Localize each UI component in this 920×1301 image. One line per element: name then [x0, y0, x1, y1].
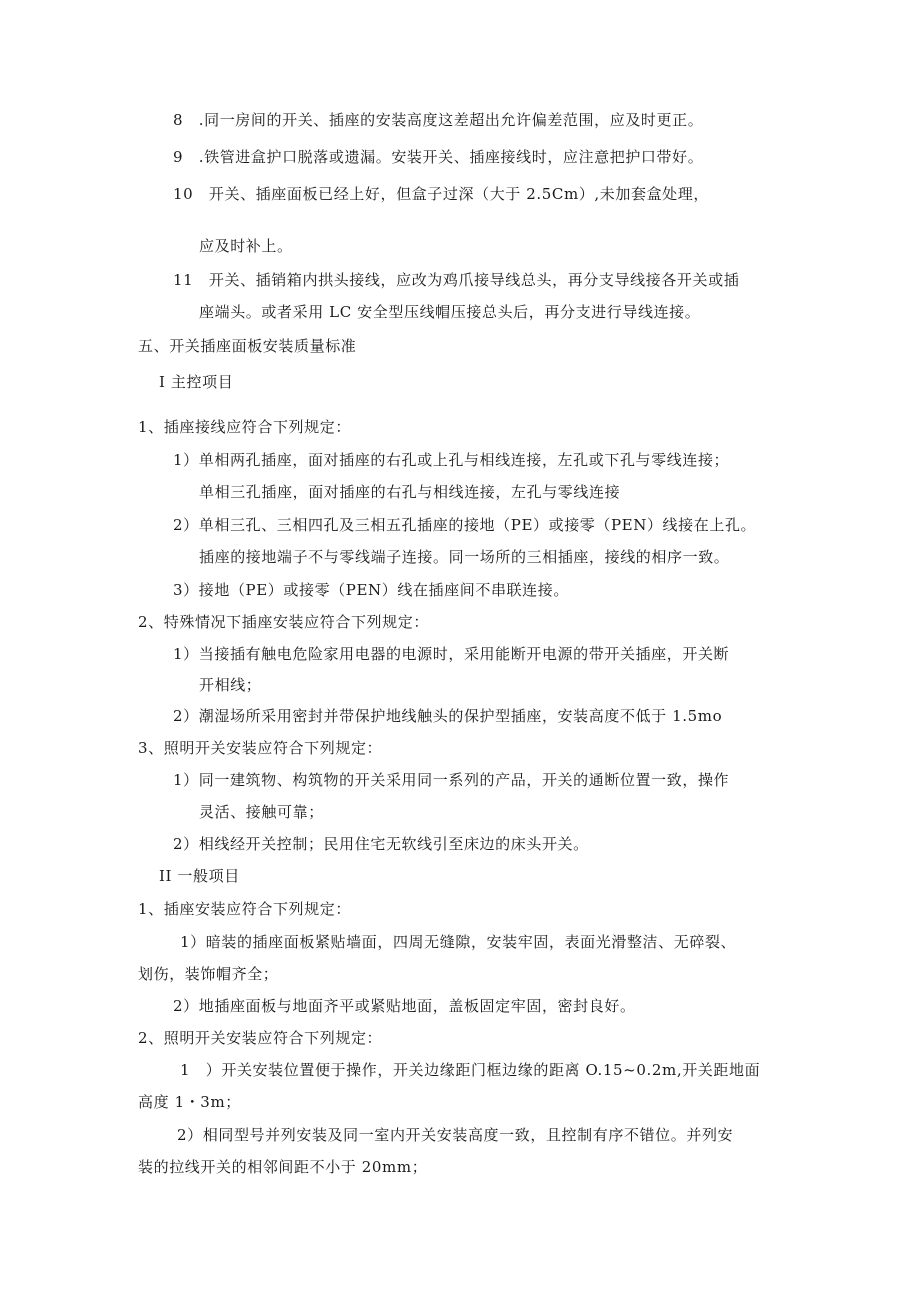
rule-1-item-2-cont: 插座的接地端子不与零线端子连接。同一场所的三相插座，接线的相序一致。	[199, 548, 730, 566]
rule-1-item-1: 1）单相两孔插座，面对插座的右孔或上孔与相线连接，左孔或下孔与零线连接；	[173, 451, 730, 469]
rule-1-item-3: 3）接地（PE）或接零（PEN）线在插座间不串联连接。	[173, 581, 569, 599]
rule-1-item-2: 2）单相三孔、三相四孔及三相五孔插座的接地（PE）或接零（PEN）线接在上孔。	[173, 516, 757, 534]
general-rule-1-item-1-cont: 划伤，装饰帽齐全；	[138, 965, 279, 983]
general-rule-2-heading: 2、照明开关安装应符合下列规定：	[138, 1029, 383, 1047]
subsection-main-items: I 主控项目	[159, 373, 234, 391]
general-rule-2-item-2: 2）相同型号并列安装及同一室内开关安装高度一致，且控制有序不错位。并列安	[177, 1126, 734, 1144]
item-8: 8 .同一房间的开关、插座的安装高度这差超出允许偏差范围，应及时更正。	[173, 111, 704, 129]
item-9: 9 .铁管进盒护口脱落或遗漏。安装开关、插座接线时，应注意把护口带好。	[173, 148, 704, 166]
general-rule-2-item-2-cont: 装的拉线开关的相邻间距不小于 20mm；	[138, 1158, 428, 1176]
rule-3-item-2: 2）相线经开关控制；民用住宅无软线引至床边的床头开关。	[173, 835, 589, 853]
rule-3-heading: 3、照明开关安装应符合下列规定：	[138, 739, 383, 757]
rule-1-heading: 1、插座接线应符合下列规定：	[138, 418, 351, 436]
rule-2-heading: 2、特殊情况下插座安装应符合下列规定：	[138, 613, 429, 631]
item-10-cont: 应及时补上。	[199, 237, 293, 255]
rule-2-item-2: 2）潮湿场所采用密封并带保护地线触头的保护型插座，安装高度不低于 1.5mo	[173, 707, 723, 725]
subsection-general-items: II 一般项目	[159, 867, 240, 885]
general-rule-2-item-1-cont: 高度 1・3m；	[138, 1093, 241, 1111]
general-rule-1-item-2: 2）地插座面板与地面齐平或紧贴地面，盖板固定牢固，密封良好。	[173, 997, 636, 1015]
item-11: 11 开关、插销箱内拱头接线，应改为鸡爪接导线总头，再分支导线接各开关或插	[173, 271, 740, 289]
rule-1-item-1-cont: 单相三孔插座，面对插座的右孔与相线连接，左孔与零线连接	[199, 483, 621, 501]
general-rule-2-item-1: 1 ）开关安装位置便于操作，开关边缘距门框边缘的距离 O.15~0.2m,开关距地面	[180, 1061, 761, 1079]
item-10: 10 开关、插座面板已经上好，但盒子过深（大于 2.5Cm）,未加套盒处理，	[173, 185, 709, 203]
item-11-cont: 座端头。或者采用 LC 安全型压线帽压接总头后，再分支进行导线连接。	[199, 303, 701, 321]
rule-2-item-1-cont: 开相线；	[199, 676, 262, 694]
general-rule-1-item-1: 1）暗装的插座面板紧贴墙面，四周无缝隙，安装牢固，表面光滑整洁、无碎裂、	[180, 933, 737, 951]
rule-3-item-1: 1）同一建筑物、构筑物的开关采用同一系列的产品，开关的通断位置一致，操作	[173, 771, 730, 789]
rule-3-item-1-cont: 灵活、接触可靠；	[199, 803, 324, 821]
section-heading: 五、开关插座面板安装质量标准	[138, 337, 357, 355]
rule-2-item-1: 1）当接插有触电危险家用电器的电源时，采用能断开电源的带开关插座，开关断	[173, 645, 730, 663]
general-rule-1-heading: 1、插座安装应符合下列规定：	[138, 900, 351, 918]
